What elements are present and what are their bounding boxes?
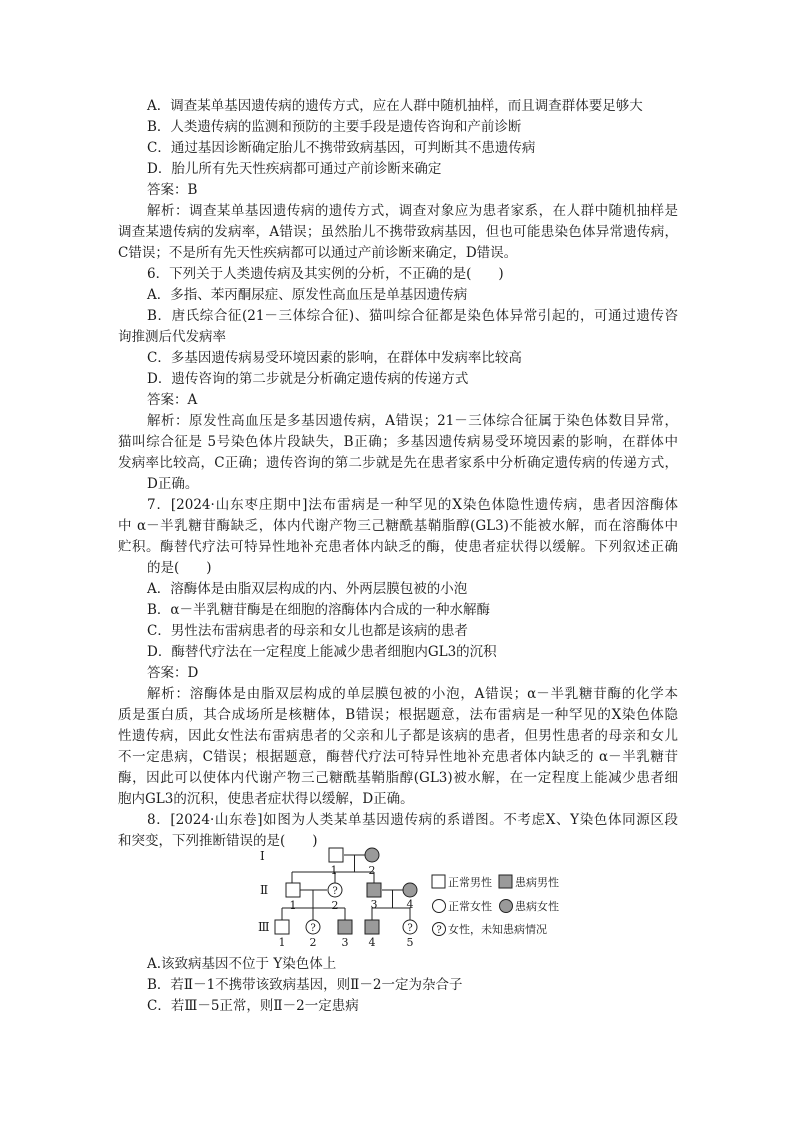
legend-affected-female-label: 患病女性: [515, 900, 559, 913]
individual-number: 1: [289, 899, 297, 912]
text-line: D正确。: [147, 476, 199, 492]
text-line: C．通过基因诊断确定胎儿不携带致病基因，可判断其不患遗传病: [147, 140, 536, 156]
text-line: 中 α－半乳糖苷酶缺乏，体内代谢产物三己糖酰基鞘脂醇(GL3)不能被水解，而在溶酶体中: [118, 518, 678, 534]
unknown-mark: ?: [407, 923, 413, 934]
text-line: C错误；不是所有先天性疾病都可以通过产前诊断来确定，D错误。: [118, 245, 518, 261]
legend-affected-male-icon: [499, 875, 512, 888]
text-line: 7．[2024·山东枣庄期中]法布雷病是一种罕见的X染色体隐性遗传病，患者因溶酶体: [147, 497, 678, 513]
text-line: 的是( ): [147, 560, 212, 576]
text-line: 答案：D: [147, 665, 199, 681]
text-line: 解析：溶酶体是由脂双层构成的单层膜包被的小泡，A错误；α－半乳糖苷酶的化学本: [147, 686, 678, 702]
pedigree-III-4-affected-male: [365, 920, 379, 934]
legend-affected-male-label: 患病男性: [515, 876, 559, 889]
text-line: 猫叫综合征是 5号染色体片段缺失，B正确；多基因遗传病易受环境因素的影响，在群体中: [118, 434, 678, 450]
text-line: C．多基因遗传病易受环境因素的影响，在群体中发病率比较高: [147, 350, 522, 366]
unknown-mark: ?: [310, 923, 316, 934]
legend-unknown-mark: ?: [436, 925, 442, 936]
pedigree-I-1-normal-male: [329, 848, 343, 862]
generation-label: Ⅲ: [258, 920, 270, 934]
text-line: 不一定患病，C错误；根据题意，酶替代疗法可特异性地补充患者体内缺乏的 α－半乳糖苷: [118, 749, 678, 765]
text-line: 6．下列关于人类遗传病及其实例的分析，不正确的是( ): [147, 266, 504, 282]
text-line: 解析：调查某单基因遗传病的遗传方式，调查对象应为患者家系，在人群中随机抽样是: [147, 203, 678, 219]
text-line: C．男性法布雷病患者的母亲和女儿也都是该病的患者: [147, 623, 468, 639]
text-line: B．人类遗传病的监测和预防的主要手段是遗传咨询和产前诊断: [147, 119, 522, 135]
text-line: D．酶替代疗法在一定程度上能减少患者细胞内GL3的沉积: [147, 644, 497, 660]
text-line: 酶，因此可以使体内代谢产物三己糖酰基鞘脂醇(GL3)被水解，在一定程度上能减少患者细: [118, 770, 678, 786]
text-line: 发病率比较高，C正确；遗传咨询的第二步就是先在患者家系中分析确定遗传病的传递方式，: [118, 455, 678, 471]
individual-number: 4: [406, 898, 414, 911]
generation-label: Ⅰ: [260, 849, 265, 863]
pedigree-II-1-normal-male: [286, 883, 300, 897]
legend-normal-male-label: 正常男性: [448, 876, 492, 889]
text-line: 贮积。酶替代疗法可特异性地补充患者体内缺乏的酶，使患者症状得以缓解。下列叙述正确: [118, 539, 678, 555]
option-line: B．若Ⅱ－1不携带该致病基因，则Ⅱ－2一定为杂合子: [147, 977, 463, 993]
text-line: 答案：A: [147, 392, 198, 408]
text-line: 解析：原发性高血压是多基因遗传病，A错误；21－三体综合征属于染色体数目异常，: [147, 413, 678, 429]
individual-number: 2: [309, 936, 317, 949]
individual-number: 5: [406, 936, 414, 949]
unknown-mark: ?: [332, 886, 338, 897]
text-line: A．调查某单基因遗传病的遗传方式，应在人群中随机抽样，而且调查群体要足够大: [147, 98, 643, 114]
option-line: C．若Ⅲ－5正常，则Ⅱ－2一定患病: [147, 998, 359, 1014]
pedigree-II-3-affected-male: [367, 883, 381, 897]
legend-normal-male-icon: [432, 875, 445, 888]
individual-number: 4: [368, 936, 376, 949]
text-line: 胞内GL3的沉积，使患者症状得以缓解，D正确。: [118, 791, 414, 807]
text-line: B．唐氏综合征(21－三体综合征)、猫叫综合征都是染色体异常引起的，可通过遗传咨: [147, 308, 678, 324]
individual-number: 2: [368, 864, 376, 877]
text-line: 和突变，下列推断错误的是( ): [118, 833, 318, 849]
pedigree-I-2-affected-female: [365, 848, 379, 862]
text-line: 询推测后代发病率: [118, 329, 226, 345]
text-line: A．多指、苯丙酮尿症、原发性高血压是单基因遗传病: [147, 287, 468, 303]
pedigree-III-1-normal-male: [275, 920, 289, 934]
text-line: 性遗传病，因此女性法布雷病患者的父亲和儿子都是该病的患者，但男性患者的母亲和女儿: [118, 728, 678, 744]
text-line: D．胎儿所有先天性疾病都可通过产前诊断来确定: [147, 161, 442, 177]
legend-affected-female-icon: [500, 900, 513, 913]
legend-unknown-female-label: 女性，未知患病情况: [448, 923, 547, 936]
individual-number: 1: [330, 864, 338, 877]
individual-number: 1: [278, 936, 286, 949]
generation-label: Ⅱ: [260, 883, 269, 897]
text-line: 8．[2024·山东卷]如图为人类某单基因遗传病的系谱图。不考虑X、Y染色体同源区段: [147, 812, 678, 828]
text-line: B．α－半乳糖苷酶是在细胞的溶酶体内合成的一种水解酶: [147, 602, 491, 618]
option-line: A.该致病基因不位于 Y染色体上: [147, 956, 337, 972]
text-line: 答案：B: [147, 182, 198, 198]
legend-normal-female-label: 正常女性: [448, 900, 492, 913]
individual-number: 3: [341, 936, 349, 949]
individual-number: 2: [331, 899, 339, 912]
text-line: 质是蛋白质，其合成场所是核糖体，B错误；根据题意，法布雷病是一种罕见的X染色体隐: [118, 707, 678, 723]
pedigree-II-4-affected-female: [403, 883, 417, 897]
text-line: D．遗传咨询的第二步就是分析确定遗传病的传递方式: [147, 371, 469, 387]
pedigree-III-3-affected-male: [338, 920, 352, 934]
text-line: A．溶酶体是由脂双层构成的内、外两层膜包被的小泡: [147, 581, 468, 597]
legend-normal-female-icon: [433, 900, 446, 913]
text-line: 调查某遗传病的发病率，A错误；虽然胎儿不携带致病基因，但也可能患染色体异常遗传病，: [118, 224, 678, 240]
pedigree-chart: [250, 842, 580, 952]
individual-number: 3: [370, 898, 378, 911]
